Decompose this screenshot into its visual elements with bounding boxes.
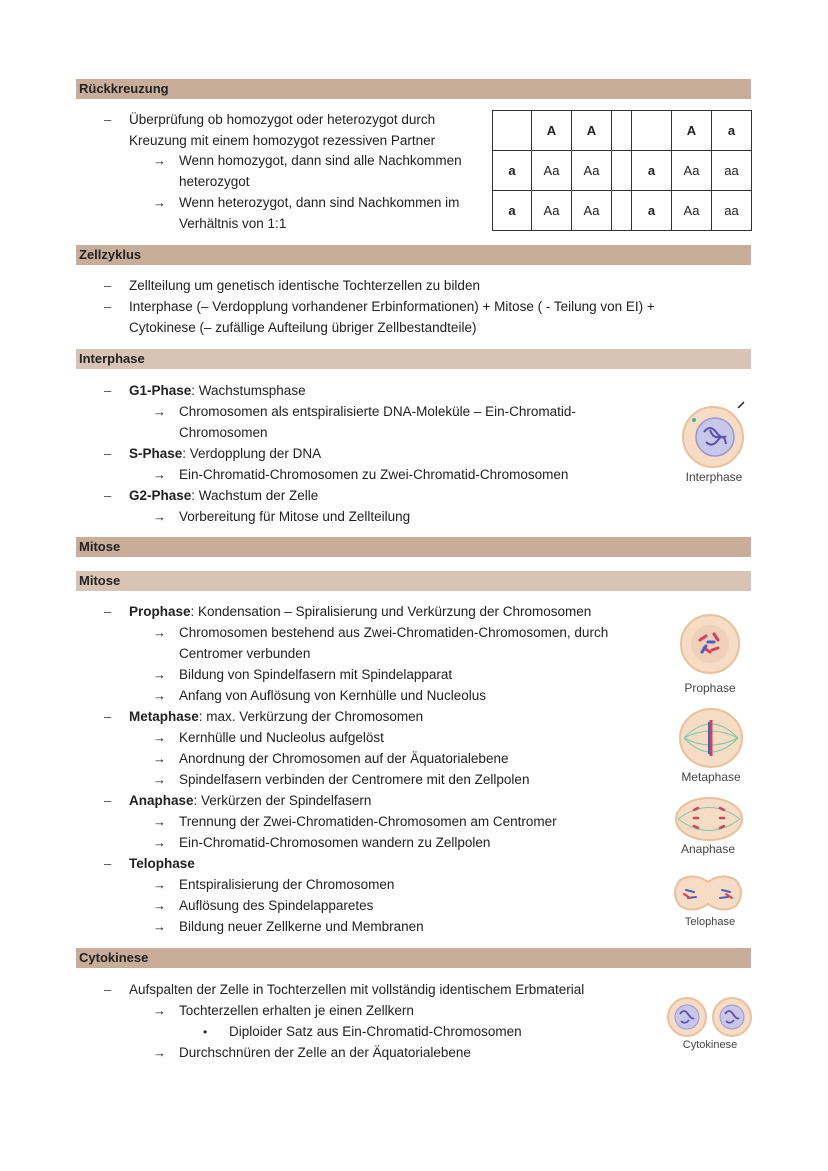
dash-bullet: – [104, 112, 112, 127]
interphase-cell-icon [680, 400, 750, 470]
table-cell [612, 191, 632, 231]
figure-caption: Telophase [684, 916, 736, 928]
section-header-mitose-sub: Mitose [76, 571, 751, 591]
arrow-icon: → [153, 835, 166, 850]
text-line: Anaphase: Verkürzen der Spindelfasern [129, 793, 372, 808]
prophase-cell-icon [678, 612, 742, 676]
section-header-rueckkreuzung: Rückkreuzung [76, 79, 751, 99]
text-line: Auflösung des Spindelapparetes [179, 898, 374, 913]
arrow-icon: → [153, 898, 166, 913]
text-line: Prophase: Kondensation – Spiralisierung und Verkürzung der Chromosomen [129, 604, 592, 619]
arrow-icon: → [153, 1045, 166, 1060]
text-line: Bildung neuer Zellkerne und Membranen [179, 919, 424, 934]
text-line: Ein-Chromatid-Chromosomen wandern zu Zellpolen [179, 835, 491, 850]
arrow-icon: → [153, 467, 166, 482]
figure-caption: Anaphase [680, 842, 736, 856]
arrow-icon: → [153, 404, 166, 419]
table-row [493, 111, 752, 151]
cytokinese-cells-icon [666, 996, 754, 1038]
arrow-icon: → [153, 751, 166, 766]
arrow-icon: → [153, 919, 166, 934]
text-line: Metaphase: max. Verkürzung der Chromosomen [129, 709, 424, 724]
metaphase-cell-icon [678, 706, 744, 770]
dash-bullet: – [104, 446, 112, 461]
dash-bullet: – [104, 793, 112, 808]
dash-bullet: – [104, 278, 112, 293]
text-line: Zellteilung um genetisch identische Tochterzellen zu bilden [129, 278, 480, 293]
dash-bullet: – [104, 299, 112, 314]
section-header-mitose: Mitose [76, 537, 751, 557]
figure-caption: Cytokinese [682, 1039, 738, 1051]
text-line: Cytokinese (– zufällige Aufteilung übriger Zellbestandteile) [129, 320, 477, 335]
table-row [493, 151, 752, 191]
punnett-table [492, 110, 752, 231]
text-line: Bildung von Spindelfasern mit Spindelapparat [179, 667, 453, 682]
table-cell: A [572, 111, 612, 151]
arrow-icon: → [153, 667, 166, 682]
section-header-cytokinese: Cytokinese [76, 948, 751, 968]
dash-bullet: – [104, 383, 112, 398]
table-cell: aa [712, 151, 752, 191]
arrow-icon: → [153, 153, 166, 168]
text-line: Entspiralisierung der Chromosomen [179, 877, 395, 892]
text-line: Diploider Satz aus Ein-Chromatid-Chromosomen [229, 1024, 522, 1039]
table-cell: a [632, 151, 672, 191]
anaphase-cell-icon [674, 796, 744, 842]
arrow-icon: → [153, 509, 166, 524]
text-line: Chromosomen [179, 425, 268, 440]
text-line: Anfang von Auflösung von Kernhülle und Nucleolus [179, 688, 486, 703]
text-line: G1-Phase: Wachstumsphase [129, 383, 306, 398]
arrow-icon: → [153, 730, 166, 745]
dash-bullet: – [104, 709, 112, 724]
table-cell: Aa [672, 191, 712, 231]
text-line: Chromosomen als entspiralisierte DNA-Moleküle – Ein-Chromatid- [179, 404, 576, 419]
figure-caption: Interphase [685, 470, 743, 484]
text-line: Chromosomen bestehend aus Zwei-Chromatiden-Chromosomen, durch [179, 625, 609, 640]
section-header-zellzyklus: Zellzyklus [76, 245, 751, 265]
table-cell: Aa [532, 191, 572, 231]
text-line: Überprüfung ob homozygot oder heterozygot durch [129, 112, 436, 127]
text-line: Verhältnis von 1:1 [179, 216, 287, 231]
table-cell: A [532, 111, 572, 151]
text-line: Wenn homozygot, dann sind alle Nachkommen [179, 153, 462, 168]
text-line: Durchschnüren der Zelle an der Äquatorialebene [179, 1045, 471, 1060]
table-cell: Aa [572, 191, 612, 231]
telophase-cell-icon [670, 872, 746, 914]
dash-bullet: – [104, 856, 112, 871]
text-line: Wenn heterozygot, dann sind Nachkommen im [179, 195, 460, 210]
text-line: Anordnung der Chromosomen auf der Äquatorialebene [179, 751, 509, 766]
arrow-icon: → [153, 877, 166, 892]
figure-caption: Metaphase [681, 770, 741, 784]
table-row [493, 191, 752, 231]
text-line: heterozygot [179, 174, 250, 189]
arrow-icon: → [153, 688, 166, 703]
section-header-interphase: Interphase [76, 349, 751, 369]
table-cell [493, 111, 532, 151]
text-line: Spindelfasern verbinden der Centromere mit den Zellpolen [179, 772, 530, 787]
text-line: S-Phase: Verdopplung der DNA [129, 446, 322, 461]
arrow-icon: → [153, 625, 166, 640]
table-cell: a [632, 191, 672, 231]
table-cell: a [493, 191, 532, 231]
text-line: Kernhülle und Nucleolus aufgelöst [179, 730, 384, 745]
text-line: Telophase [129, 856, 195, 871]
table-cell [612, 151, 632, 191]
dash-bullet: – [104, 982, 112, 997]
text-line: Aufspalten der Zelle in Tochterzellen mit vollständig identischem Erbmaterial [129, 982, 585, 997]
table-cell: a [712, 111, 752, 151]
table-cell: Aa [532, 151, 572, 191]
text-line: Trennung der Zwei-Chromatiden-Chromosomen am Centromer [179, 814, 557, 829]
text-line: Interphase (– Verdopplung vorhandener Erbinformationen) + Mitose ( - Teilung von EI) + [129, 299, 655, 314]
table-cell [612, 111, 632, 151]
text-line: Centromer verbunden [179, 646, 311, 661]
table-cell: Aa [572, 151, 612, 191]
table-cell: A [672, 111, 712, 151]
arrow-icon: → [153, 772, 166, 787]
text-line: G2-Phase: Wachstum der Zelle [129, 488, 319, 503]
table-cell: Aa [672, 151, 712, 191]
dash-bullet: – [104, 488, 112, 503]
arrow-icon: → [153, 1003, 166, 1018]
dash-bullet: – [104, 604, 112, 619]
table-cell: aa [712, 191, 752, 231]
table-cell [632, 111, 672, 151]
bullet-point: • [203, 1025, 208, 1039]
text-line: Tochterzellen erhalten je einen Zellkern [179, 1003, 414, 1018]
text-line: Vorbereitung für Mitose und Zellteilung [179, 509, 411, 524]
arrow-icon: → [153, 814, 166, 829]
text-line: Ein-Chromatid-Chromosomen zu Zwei-Chromatid-Chromosomen [179, 467, 569, 482]
arrow-icon: → [153, 195, 166, 210]
table-cell: a [493, 151, 532, 191]
figure-caption: Prophase [684, 681, 736, 695]
text-line: Kreuzung mit einem homozygot rezessiven Partner [129, 133, 436, 148]
